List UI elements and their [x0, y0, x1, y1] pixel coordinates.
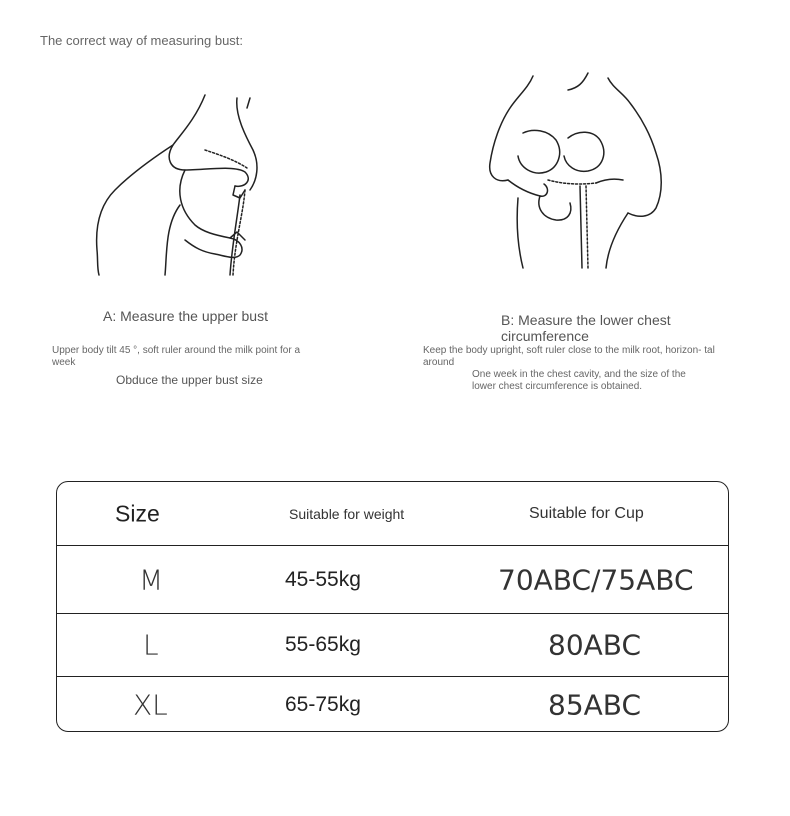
table-row	[57, 613, 728, 676]
table-header-row	[57, 482, 728, 545]
row-size: L	[143, 628, 159, 662]
header-weight: Suitable for weight	[289, 505, 405, 522]
row-weight: 55-65kg	[285, 633, 361, 656]
instruction-a-result: Obduce the upper bust size	[116, 373, 263, 387]
instruction-b-result: One week in the chest cavity, and the size of the lower chest circumference is obtained.	[472, 369, 686, 392]
row-size: XL	[133, 688, 168, 722]
table-row	[57, 545, 728, 613]
row-cup: 70ABC/75ABC	[498, 563, 694, 596]
row-weight: 65-75kg	[285, 693, 361, 716]
header-size: Size	[115, 500, 160, 526]
page-title: The correct way of measuring bust:	[40, 33, 244, 48]
table-row	[57, 676, 728, 732]
upper-bust-measuring-illustration-icon	[85, 90, 275, 280]
row-size: M	[139, 563, 164, 596]
row-cup: 85ABC	[548, 688, 642, 722]
size-chart-table	[56, 481, 729, 732]
instruction-a-description: Upper body tilt 45 °, soft ruler around the milk point for a week	[52, 345, 301, 368]
lower-chest-measuring-illustration-icon	[478, 68, 678, 273]
instruction-a-title: A: Measure the upper bust	[103, 308, 268, 324]
row-weight: 45-55kg	[285, 567, 361, 591]
instruction-b-description: Keep the body upright, soft ruler close to the milk root, horizon- tal around	[423, 345, 715, 368]
instruction-b-title: B: Measure the lower chest circumference	[501, 312, 671, 344]
row-cup: 80ABC	[548, 628, 642, 662]
header-cup: Suitable for Cup	[529, 504, 644, 522]
